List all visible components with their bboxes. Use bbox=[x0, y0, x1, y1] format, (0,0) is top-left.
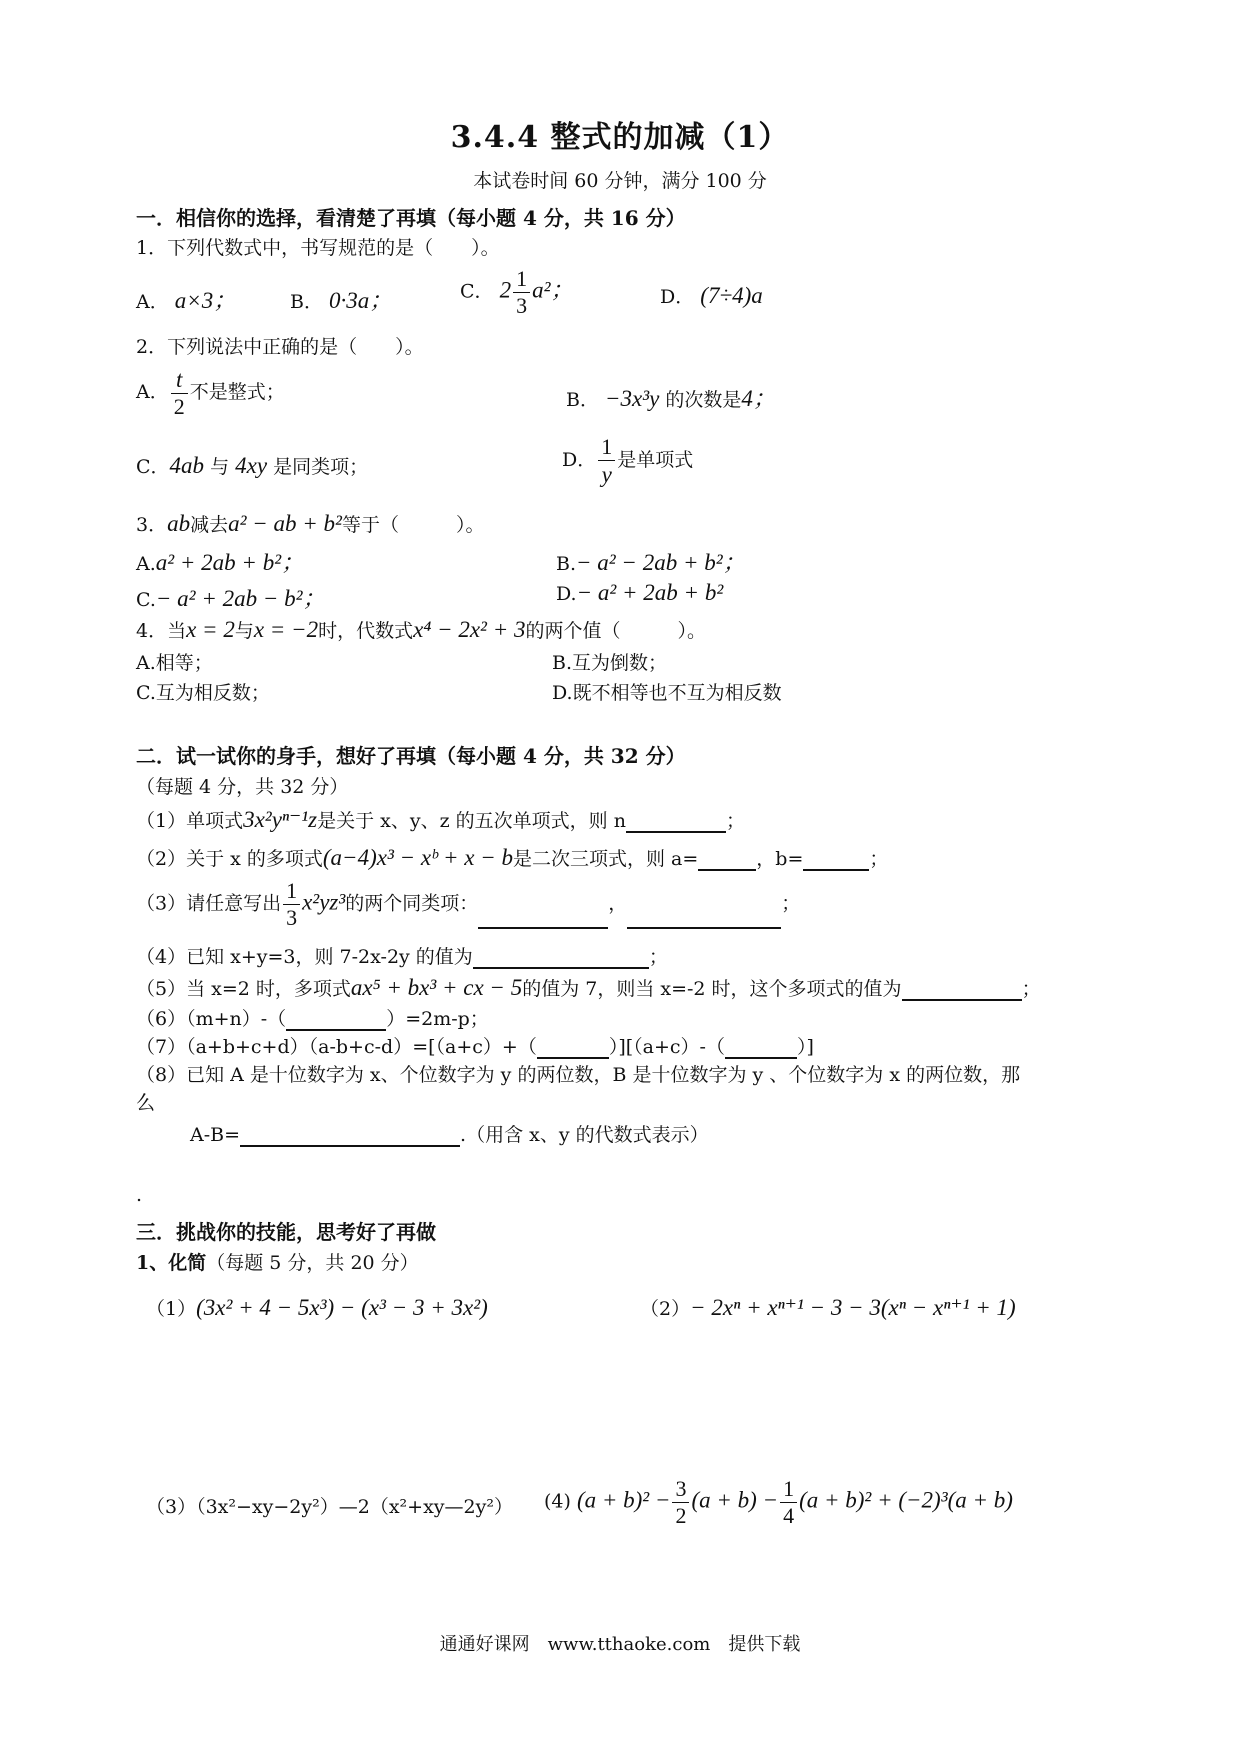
q4-stem: 4．当x = 2与x = −2时，代数式x⁴ − 2x² + 3的两个值（ ）。 bbox=[136, 617, 706, 642]
mixed-fraction: $\frac{1}{3}$ bbox=[513, 268, 530, 317]
s3-p4: (4) (a + b)² − $\frac{3}{2}$ (a + b) − $\frac{1}{4}$ (a + b)² + (−2)³(a + b) bbox=[544, 1476, 1013, 1528]
section-1-heading: 一．相信你的选择，看清楚了再填（每小题 4 分，共 16 分） bbox=[136, 206, 686, 230]
q1-option-a: A． a×3； bbox=[136, 288, 237, 313]
q2-option-b: B． −3x³y 的次数是4； bbox=[566, 386, 776, 411]
q1-option-b: B． 0·3a； bbox=[290, 288, 393, 313]
s2-q8-line1: （8）已知 A 是十位数字为 x、个位数字为 y 的两位数，B 是十位数字为 y 、个位数字为 x 的两位数，那 bbox=[136, 1064, 1021, 1086]
answer-blank[interactable] bbox=[478, 906, 608, 929]
q4-option-a: A.相等； bbox=[136, 652, 213, 674]
q3-option-c: C.− a² + 2ab − b²； bbox=[136, 586, 326, 611]
q2-option-a: A． $\frac{t}{2}$ 不是整式； bbox=[136, 367, 285, 419]
answer-blank[interactable] bbox=[725, 1036, 797, 1059]
q4-option-b: B.互为倒数； bbox=[552, 652, 668, 674]
stray-dot: . bbox=[136, 1184, 143, 1206]
footer-source: 通通好课网 www.tthaoke.com 提供下载 bbox=[439, 1634, 801, 1655]
q2-option-d: D． $\frac{1}{y}$ 是单项式 bbox=[562, 434, 694, 487]
s2-q7: （7）（a+b+c+d）（a-b+c-d）=[（a+c）+（ ）][（a+c）-（ ）] bbox=[136, 1036, 814, 1058]
q1-stem: 1．下列代数式中，书写规范的是（ ）。 bbox=[136, 237, 500, 259]
q2-option-c: C．4ab 与 4xy 是同类项； bbox=[136, 453, 369, 478]
s2-q1: （1）单项式3x²yⁿ⁻¹z是关于 x、y、z 的五次单项式，则 n ； bbox=[136, 807, 745, 832]
section-3-sub: 1、化简（每题 5 分，共 20 分） bbox=[136, 1252, 419, 1274]
answer-blank[interactable] bbox=[473, 946, 649, 969]
s2-q4: （4）已知 x+y=3，则 7-2x-2y 的值为 ； bbox=[136, 946, 668, 968]
exam-info: 本试卷时间 60 分钟，满分 100 分 bbox=[473, 170, 767, 192]
answer-blank[interactable] bbox=[803, 848, 869, 871]
q2-stem: 2．下列说法中正确的是（ ）。 bbox=[136, 336, 424, 358]
q3-option-d: D.− a² + 2ab + b² bbox=[556, 580, 724, 605]
s2-q2: （2）关于 x 的多项式(a−4)x³ − xᵇ + x − b是二次三项式，则 a= ，b= ； bbox=[136, 845, 889, 870]
s2-q3: （3）请任意写出 $\frac{1}{3}$ x²yz³的两个同类项： ， ； bbox=[136, 878, 801, 930]
q1-option-d: D． (7÷4)a bbox=[660, 283, 763, 308]
section-2-heading: 二．试一试你的身手，想好了再填（每小题 4 分，共 32 分） bbox=[136, 744, 686, 768]
q4-option-d: D.既不相等也不互为相反数 bbox=[552, 682, 782, 704]
answer-blank[interactable] bbox=[698, 848, 756, 871]
answer-blank[interactable] bbox=[626, 810, 726, 833]
answer-blank[interactable] bbox=[902, 978, 1022, 1001]
s2-q8-answer: A-B= .（用含 x、y 的代数式表示） bbox=[190, 1124, 709, 1146]
section-3-heading: 三．挑战你的技能，思考好了再做 bbox=[136, 1220, 436, 1244]
s3-p3: （3）（3x²−xy−2y²）—2（x²+xy—2y²） bbox=[146, 1496, 513, 1518]
q3-option-b: B.− a² − 2ab + b²； bbox=[556, 550, 746, 575]
s2-q6: （6）（m+n）-（ ）=2m-p； bbox=[136, 1008, 489, 1030]
q1-option-c: C． 2 $\frac{1}{3}$ a²； bbox=[460, 266, 574, 318]
page-title: 3.4.4 整式的加减（1） bbox=[450, 120, 790, 155]
q4-option-c: C.互为相反数； bbox=[136, 682, 270, 704]
answer-blank[interactable] bbox=[627, 906, 781, 929]
s3-p2: （2）− 2xⁿ + xⁿ⁺¹ − 3 − 3(xⁿ − xⁿ⁺¹ + 1) bbox=[640, 1295, 1016, 1320]
q3-option-a: A.a² + 2ab + b²； bbox=[136, 550, 305, 575]
section-2-note: （每题 4 分，共 32 分） bbox=[136, 776, 349, 798]
s2-q8-line2: 么 bbox=[136, 1092, 156, 1114]
answer-blank[interactable] bbox=[286, 1008, 386, 1031]
answer-blank[interactable] bbox=[240, 1124, 460, 1147]
q3-stem: 3．ab减去a² − ab + b²等于（ ）。 bbox=[136, 511, 485, 536]
s2-q5: （5）当 x=2 时，多项式ax⁵ + bx³ + cx − 5的值为 7，则当 x=-2 时，这个多项式的值为 ； bbox=[136, 975, 1041, 1000]
answer-blank[interactable] bbox=[537, 1036, 609, 1059]
s3-p1: （1）(3x² + 4 − 5x³) − (x³ − 3 + 3x²) bbox=[146, 1295, 488, 1320]
